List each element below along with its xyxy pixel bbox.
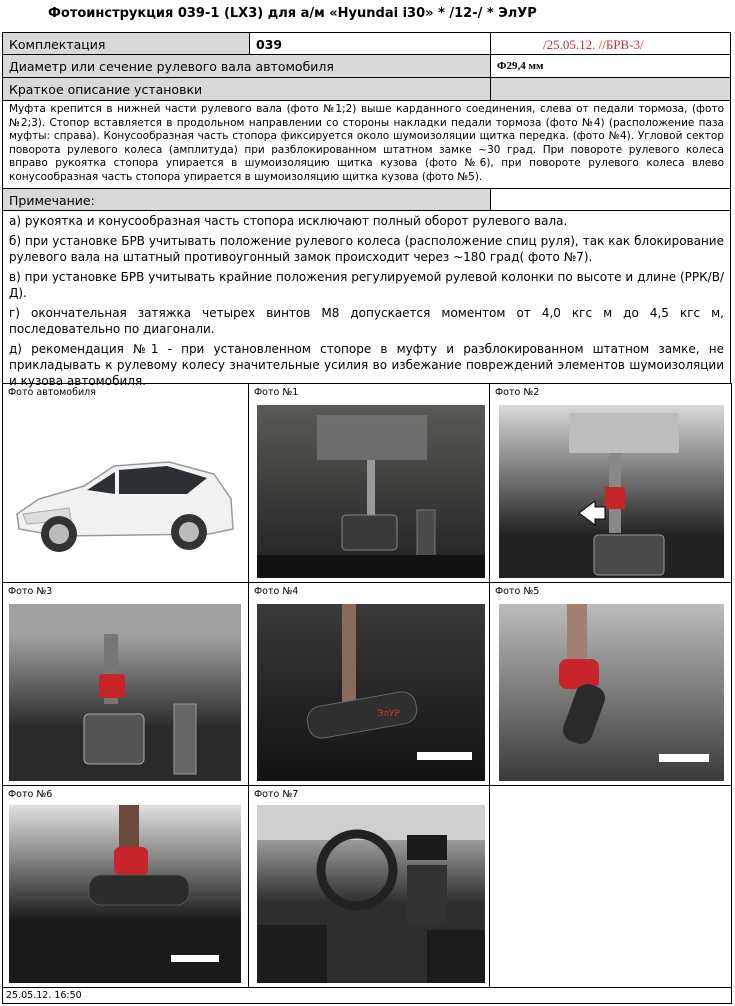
note-item: г) окончательная затяжка четырех винтов М8 допускается моментом от 4,0 кгс м до 4,5 кгс м, последовательно по диагонали. [9, 306, 724, 336]
kit-label: Комплектация [3, 33, 249, 54]
notes-row [2, 210, 731, 388]
note-item: д) рекомендация №1 - при установленном стопоре в муфту и разблокированном штатном замке, не прикладывать к рулевому колесу значительные усилия во избежание повреждений элементов шумоизоляции и кузова автомобиля. [9, 342, 724, 388]
photo-caption: Фото №3 [8, 586, 53, 597]
photo-caption: Фото автомобиля [8, 387, 96, 398]
photo-cell-empty [490, 786, 732, 988]
kit-row [2, 32, 731, 55]
note-item: б) при установке БРВ учитывать положение рулевого колеса (расположение спиц руля), так как блокирование рулевого вала на штатный противоугонный замок происходит через ~180 град( фото №7). [9, 234, 724, 264]
notes-label: Примечание: [3, 189, 490, 210]
photo-caption: Фото №1 [254, 387, 299, 398]
photo-cell-6 [3, 786, 249, 988]
photo-5-image [499, 604, 724, 781]
stopper-label: ЭлУР [377, 709, 400, 719]
date-tag: /25.05.12. //БРВ-3/ [543, 37, 644, 52]
shaft-row [2, 54, 731, 78]
photo-caption: Фото №6 [8, 789, 53, 800]
photo-grid [2, 383, 731, 1004]
photo-3-image [9, 604, 241, 781]
kit-value: 039 [256, 37, 283, 52]
car-photo [9, 404, 241, 579]
photo-cell-car [3, 383, 249, 583]
footer-timestamp: 25.05.12. 16:50 [6, 990, 82, 1001]
page-title: Фотоинструкция 039-1 (LX3) для а/м «Hyundai i30» * /12-/ * ЭлУР [48, 6, 537, 21]
shaft-label: Диаметр или сечение рулевого вала автомобиля [3, 55, 490, 77]
note-item: в) при установке БРВ учитывать крайние положения регулируемой рулевой колонки по высоте и длине (РРК/В/Д). [9, 270, 724, 300]
notes-list [3, 211, 730, 389]
photo-caption: Фото №5 [495, 586, 540, 597]
photo-cell-2 [490, 383, 732, 583]
photo-cell-3 [3, 583, 249, 786]
photo-4-image [257, 604, 485, 781]
photo-cell-5 [490, 583, 732, 786]
description-text: Муфта крепится в нижней части рулевого вала (фото №1;2) выше карданного соединения, слева от педали тормоза, (фото №2;3). Стопор вставляется в продольном направлении со стороны накладки педали тормоза (фото №4) (расположение паза муфты: справа). Конусообразная часть стопора фиксируется около шумоизоляции щитка передка. (фото №4). Угловой сектор поворота рулевого колеса (амплитуда) при разблокированном штатном замке ~30 град. При повороте рулевого колеса вправо рукоятка стопора упирается в шумоизоляцию щитка кузова (фото №6), при повороте рулевого колеса влево конусообразная часть стопора упирается в шумоизоляцию щитка кузова (фото №5). [9, 103, 724, 183]
photo-caption: Фото №2 [495, 387, 540, 398]
photo-2-image [499, 405, 724, 578]
description-label-row [2, 77, 731, 101]
description-row [2, 100, 731, 189]
photo-caption: Фото №4 [254, 586, 299, 597]
photo-cell-7 [249, 786, 490, 988]
photo-cell-1 [249, 383, 490, 583]
photo-6-image [9, 805, 241, 983]
photo-7-image [257, 805, 485, 983]
photo-cell-4 [249, 583, 490, 786]
note-item: а) рукоятка и конусообразная часть стопора исключают полный оборот рулевого вала. [9, 214, 568, 228]
photo-caption: Фото №7 [254, 789, 299, 800]
description-label: Краткое описание установки [3, 78, 490, 100]
shaft-value: Ф29,4 мм [497, 60, 544, 72]
photo-1-image [257, 405, 485, 578]
instruction-table [2, 32, 733, 1004]
footer-strip [3, 988, 732, 1004]
notes-label-row [2, 188, 731, 211]
